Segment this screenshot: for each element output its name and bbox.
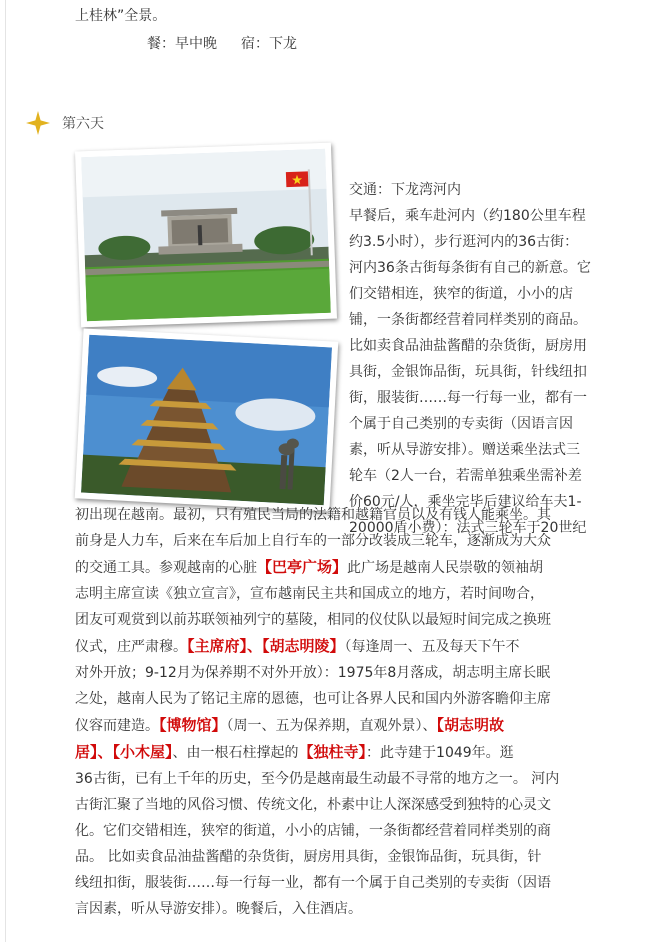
day-six-header [26,110,104,136]
text-line: 20000盾小费）：法式三轮车于20世纪 [349,520,587,536]
prev-day-meals-stay [147,32,297,56]
text-line: 线纽扣街，服装街……每一行每一业，都有一个属于自己类别的专卖街（因语 [75,875,551,891]
left-border-line [5,0,6,942]
highlight-one-pillar-pagoda: 【独柱寺】 [298,743,367,761]
stay-text: 宿：下龙 [241,36,297,52]
day-title: 第六天 [62,116,104,132]
text-line: 们交错相连，狭窄的街道，小小的店 [349,286,573,302]
text-line: 古街汇聚了当地的风俗习惯、传统文化，朴素中让人深深感受到独特的心灵文 [75,797,551,813]
text-line: 对外开放；9-12月为保养期不对外开放）：1975年8月落成，胡志明主席长眠 [75,665,551,681]
text-span: （每逢周一、五及每天下午不 [344,639,520,655]
text-span: （周一、五为保养期，直观外景）、 [226,718,437,734]
text-line [75,633,631,660]
text-line: 品。 比如卖食品油盐酱醋的杂货街，厨房用具街，金银饰品街，玩具街，针 [75,849,542,865]
text-span: 的交通工具。参观越南的心脏 [75,560,257,576]
text-line: 价60元/人，乘坐完毕后建议给车夫1- [349,494,582,510]
text-line: 比如卖食品油盐酱醋的杂货街，厨房用 [349,338,587,354]
text-line: 36古街，已有上千年的历史，至今仍是越南最生动最不寻常的地方之一。 河内 [75,771,560,787]
text-line [75,712,631,739]
meals-text: 餐：早中晚 [147,36,217,52]
pagoda-tower-photo [75,328,339,511]
text-line: 前身是人力车，后来在车后加上自行车的一部分改装成三轮车，逐渐成为大众 [75,533,551,549]
text-line [75,739,631,766]
text-line: 之处，越南人民为了铭记主席的恩德，也可让各界人民和国内外游客瞻仰主席 [75,691,551,707]
text-span: 仪容而建造。 [75,718,159,734]
highlight-ho-chi-minh-house: 【胡志明故 [436,716,505,734]
highlight-ba-dinh-square: 【巴亭广场】 [257,558,348,576]
text-line [75,554,631,581]
text-line: 初出现在越南。最初，只有殖民当局的法籍和越籍官员以及有钱人能乘坐。其 [75,507,551,523]
text-line: 个属于自己类别的专卖街（因语言因 [349,416,573,432]
prev-day-text: 上桂林”全景。 [75,8,167,24]
text-line: 早餐后，乘车赴河内（约180公里车程 [349,208,586,224]
mausoleum-photo [75,143,337,328]
gold-star-icon [26,111,50,135]
highlight-wooden-house: 居】、【小木屋】 [75,743,173,761]
highlight-museum: 【博物馆】 [159,716,227,734]
itinerary-continued [75,502,631,922]
text-line: 铺，一条街都经营着同样类别的商品。 [349,312,587,328]
text-line: 街，服装街……每一行每一业，都有一 [349,390,587,406]
text-line: 河内36条古街每条街有自己的新意。它 [349,260,591,276]
text-line: 化。它们交错相连，狭窄的街道，小小的店铺，一条街都经营着同样类别的商 [75,823,551,839]
text-line: 约3.5小时），步行逛河内的36古街： [349,234,579,250]
text-line: 志明主席宣读《独立宣言》，宣布越南民主共和国成立的地方，若时间吻合， [75,586,544,602]
transport-line: 交通：下龙湾河内 [349,182,461,198]
text-line: 团友可观赏到以前苏联领袖列宁的墓陵，相同的仪仗队以最短时间完成之换班 [75,612,551,628]
day-six-description [349,177,629,541]
text-line: 言因素，听从导游安排）。晚餐后，入住酒店。 [75,901,362,917]
text-span: 、由一根石柱撑起的 [172,745,299,761]
text-span: ：此寺建于1049年。逛 [366,745,514,761]
highlight-presidential-palace-mausoleum: 【主席府】、【胡志明陵】 [187,637,345,655]
text-line: 具街，金银饰品街，玩具街，针线纽扣 [349,364,587,380]
text-line: 轮车（2人一台，若需单独乘坐需补差 [349,468,582,484]
text-line: 素，听从导游安排）。赠送乘坐法式三 [349,442,580,458]
text-span: 此广场是越南人民崇敬的领袖胡 [347,560,544,576]
text-span: 仪式，庄严肃穆。 [75,639,187,655]
